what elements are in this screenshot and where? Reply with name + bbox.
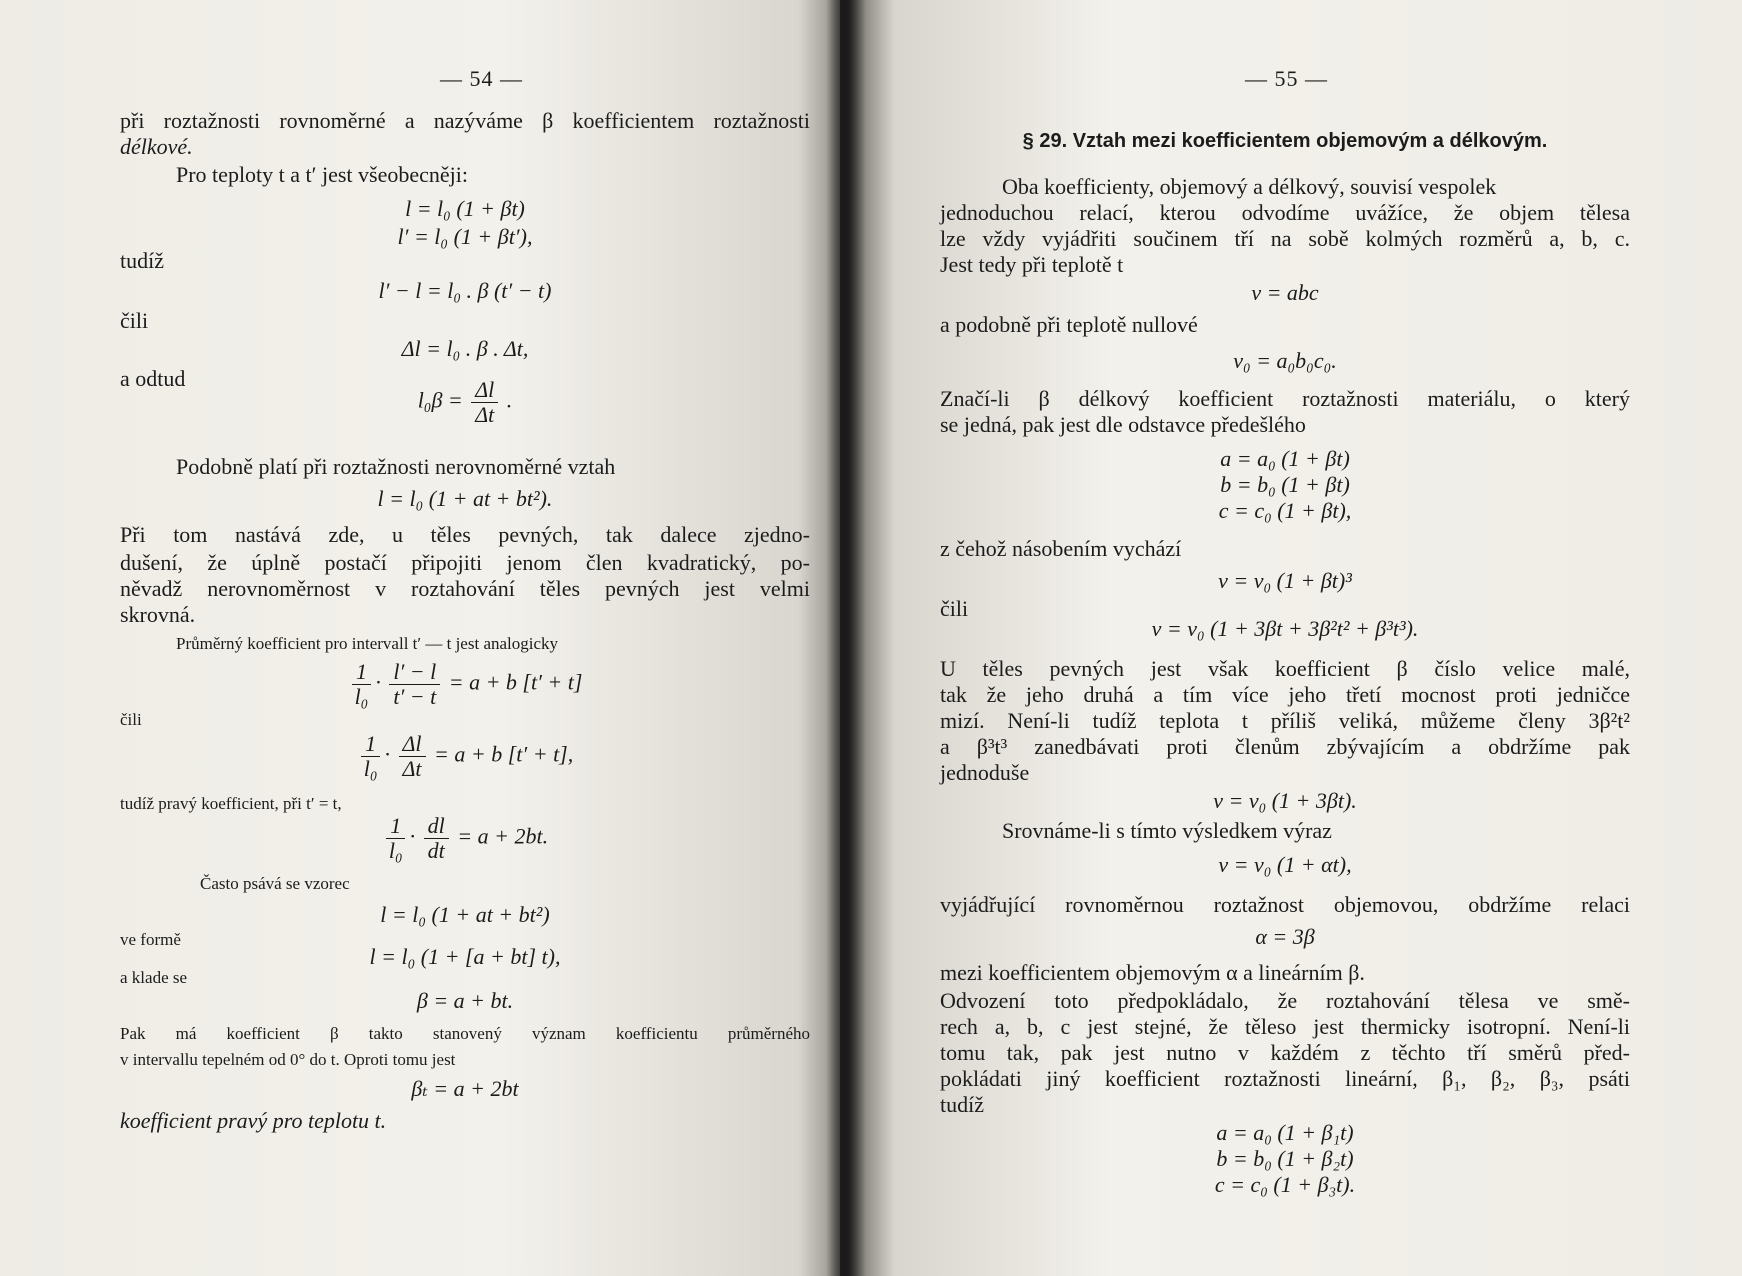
equation: β = a + bt. [416,988,514,1013]
fraction [399,732,426,781]
equation: l = l₀ (1 + at + bt²). [377,486,553,511]
fraction-denominator: Δt [475,402,495,428]
text-line: Značí-li β délkový koefficient roztažnosti materiálu, o který [940,386,1630,411]
text-line: pokládati jiný koefficient roztažnosti lineární, β₁, β₂, β₃, psáti [940,1066,1630,1091]
text-line: Podobně platí při roztažnosti nerovnoměrné vztah [176,454,616,479]
equation: βₜ = a + 2bt [411,1076,519,1101]
equation-fraction [120,378,810,427]
eq-rhs: . [506,387,513,413]
equation: Δl = l₀ . β . Δt, [401,336,529,361]
equation: v = v₀ (1 + βt)³ [1218,568,1352,593]
fraction [351,660,373,709]
right-page [840,0,1742,1276]
text-line: Jest tedy při teplotě t [940,252,1124,277]
text-line: délkové. [120,134,193,159]
equation: α = 3β [1255,924,1315,949]
fraction [471,378,498,427]
equation: a = a₀ (1 + βt) [1220,446,1350,471]
fraction-numerator: Δl [471,378,498,403]
equation: l = l₀ (1 + βt) [405,196,525,221]
text-line: čili [940,596,969,621]
text-line: skrovná. [120,602,196,627]
text-line: koefficient pravý pro teplotu t. [120,1108,387,1133]
fraction-denominator: l₀ [363,756,378,782]
page-number-left: — 54 — [440,66,523,91]
fraction [385,814,407,863]
equation: l′ = l₀ (1 + βt′), [397,224,533,249]
text-line: U těles pevných jest však koefficient β číslo velice malé, [940,656,1630,681]
text-line: tudíž [120,248,164,273]
fraction [360,732,382,781]
text-line: při roztažnosti rovnoměrné a nazýváme β koefficientem roztažnosti [120,108,810,133]
text-line: mizí. Není-li tudíž teplota t příliš veliká, můžeme členy 3β²t² [940,708,1630,733]
equation-fraction: $\frac{1}{\text{l₀}}$ · $\frac{\Delta l}{\Delta t}$ = a + b [t′ + t], [120,732,810,781]
text-line: vyjádřující rovnoměrnou roztažnost objemovou, obdržíme relaci [940,892,1630,917]
text-line: ve formě [120,930,181,949]
equation: v = v₀ (1 + 3βt + 3β²t² + β³t³). [1151,616,1419,641]
equation-fraction: $\frac{1}{\text{l₀}}$ · $\frac{l' - l}{t' - t}$ = a + b [t′ + t] [120,660,810,709]
page-number-right: — 55 — [1245,66,1328,91]
equation: c = c₀ (1 + β₃t). [1214,1172,1356,1197]
text-line: Při tom nastává zde, u těles pevných, tak dalece zjedno- [120,522,810,547]
text-line: se jedná, pak jest dle odstavce předešlého [940,412,1306,437]
text-line: jednoduchou relací, kterou odvodíme uvážíce, že objem tělesa [940,200,1630,225]
text-line: Pro teploty t a t′ jest všeobecněji: [176,162,468,187]
equation: v = v₀ (1 + 3βt). [1213,788,1357,813]
fraction-denominator: l₀ [388,838,403,864]
text-line: Často psává se vzorec [200,874,350,893]
equation: a = a₀ (1 + β₁t) [1216,1120,1354,1145]
equation: v₀ = a₀b₀c₀. [1233,348,1337,373]
fraction-numerator: l′ − l [389,660,440,685]
left-page [0,0,840,1276]
fraction-denominator: Δt [402,756,422,782]
fraction-denominator: l₀ [354,684,369,710]
fraction-denominator: dt [427,838,445,864]
text-line: tudíž [940,1092,984,1117]
fraction-denominator: t′ − t [393,684,437,710]
text-line: Oba koefficienty, objemový a délkový, souvisí vespolek [1002,174,1497,199]
eq-lhs: l₀β = [417,387,463,413]
text-line: mezi koefficientem objemovým α a lineárním β. [940,960,1365,985]
equation: l = l₀ (1 + at + bt²) [380,902,550,927]
text-line: dušení, že úplně postačí připojiti jenom člen kvadratický, po- [120,550,810,575]
text-line: čili [120,710,142,729]
text-line: a β³t³ zanedbávati proti členům zbývajícím a obdržíme pak [940,734,1630,759]
text-line: rech a, b, c jest stejné, že těleso jest thermicky isotropní. Není-li [940,1014,1630,1039]
text-line: Odvození toto předpokládalo, že roztahování tělesa ve smě- [940,988,1630,1013]
text-line: a podobně při teplotě nullové [940,312,1198,337]
text-line: něvadž nerovnoměrnost v roztahování těles pevných jest velmi [120,576,810,601]
text-line: čili [120,308,149,333]
text-line: a odtud [120,366,186,391]
eq-rhs: = a + b [t′ + t], [434,741,574,767]
text-line: Průměrný koefficient pro intervall t′ — t jest analogicky [176,634,559,653]
text-line: z čehož násobením vychází [940,536,1182,561]
text-line: lze vždy vyjádřiti součinem tří na sobě kolmých rozměrů a, b, c. [940,226,1630,251]
text-line: Pak má koefficient β takto stanovený význam koefficientu průměrného [120,1024,810,1043]
fraction-numerator: dl [424,814,449,839]
fraction-numerator: 1 [386,814,405,839]
text-line: v intervallu tepelném od 0° do t. Oproti tomu jest [120,1050,456,1069]
text-line: Srovnáme-li s tímto výsledkem výraz [1002,818,1332,843]
equation: c = c₀ (1 + βt), [1218,498,1352,523]
section-heading: § 29. Vztah mezi koefficientem objemovým a délkovým. [1022,130,1548,152]
equation: v = abc [1251,280,1319,305]
equation: l = l₀ (1 + [a + bt] t), [369,944,561,969]
fraction [424,814,449,863]
eq-rhs: = a + 2bt. [457,823,549,849]
fraction [389,660,440,709]
text-line: tudíž pravý koefficient, při t′ = t, [120,794,342,813]
text-line: tak že jeho druhá a tím více jeho třetí mocnost proti jedničce [940,682,1630,707]
text-line: jednoduše [940,760,1030,785]
text-line: a klade se [120,968,188,987]
text-line: tomu tak, pak jest nutno v každém z těchto tří směrů před- [940,1040,1630,1065]
fraction-numerator: Δl [399,732,426,757]
equation: b = b₀ (1 + βt) [1220,472,1350,497]
equation: v = v₀ (1 + αt), [1218,852,1352,877]
equation-fraction: $\frac{1}{\text{l₀}}$ · $\frac{dl}{dt}$ = a + 2bt. [120,814,810,863]
eq-rhs: = a + b [t′ + t] [448,669,583,695]
fraction-numerator: 1 [361,732,380,757]
book-gutter [826,0,866,1276]
equation: b = b₀ (1 + β₂t) [1216,1146,1354,1171]
fraction-numerator: 1 [352,660,371,685]
equation: l′ − l = l₀ . β (t′ − t) [378,278,552,303]
